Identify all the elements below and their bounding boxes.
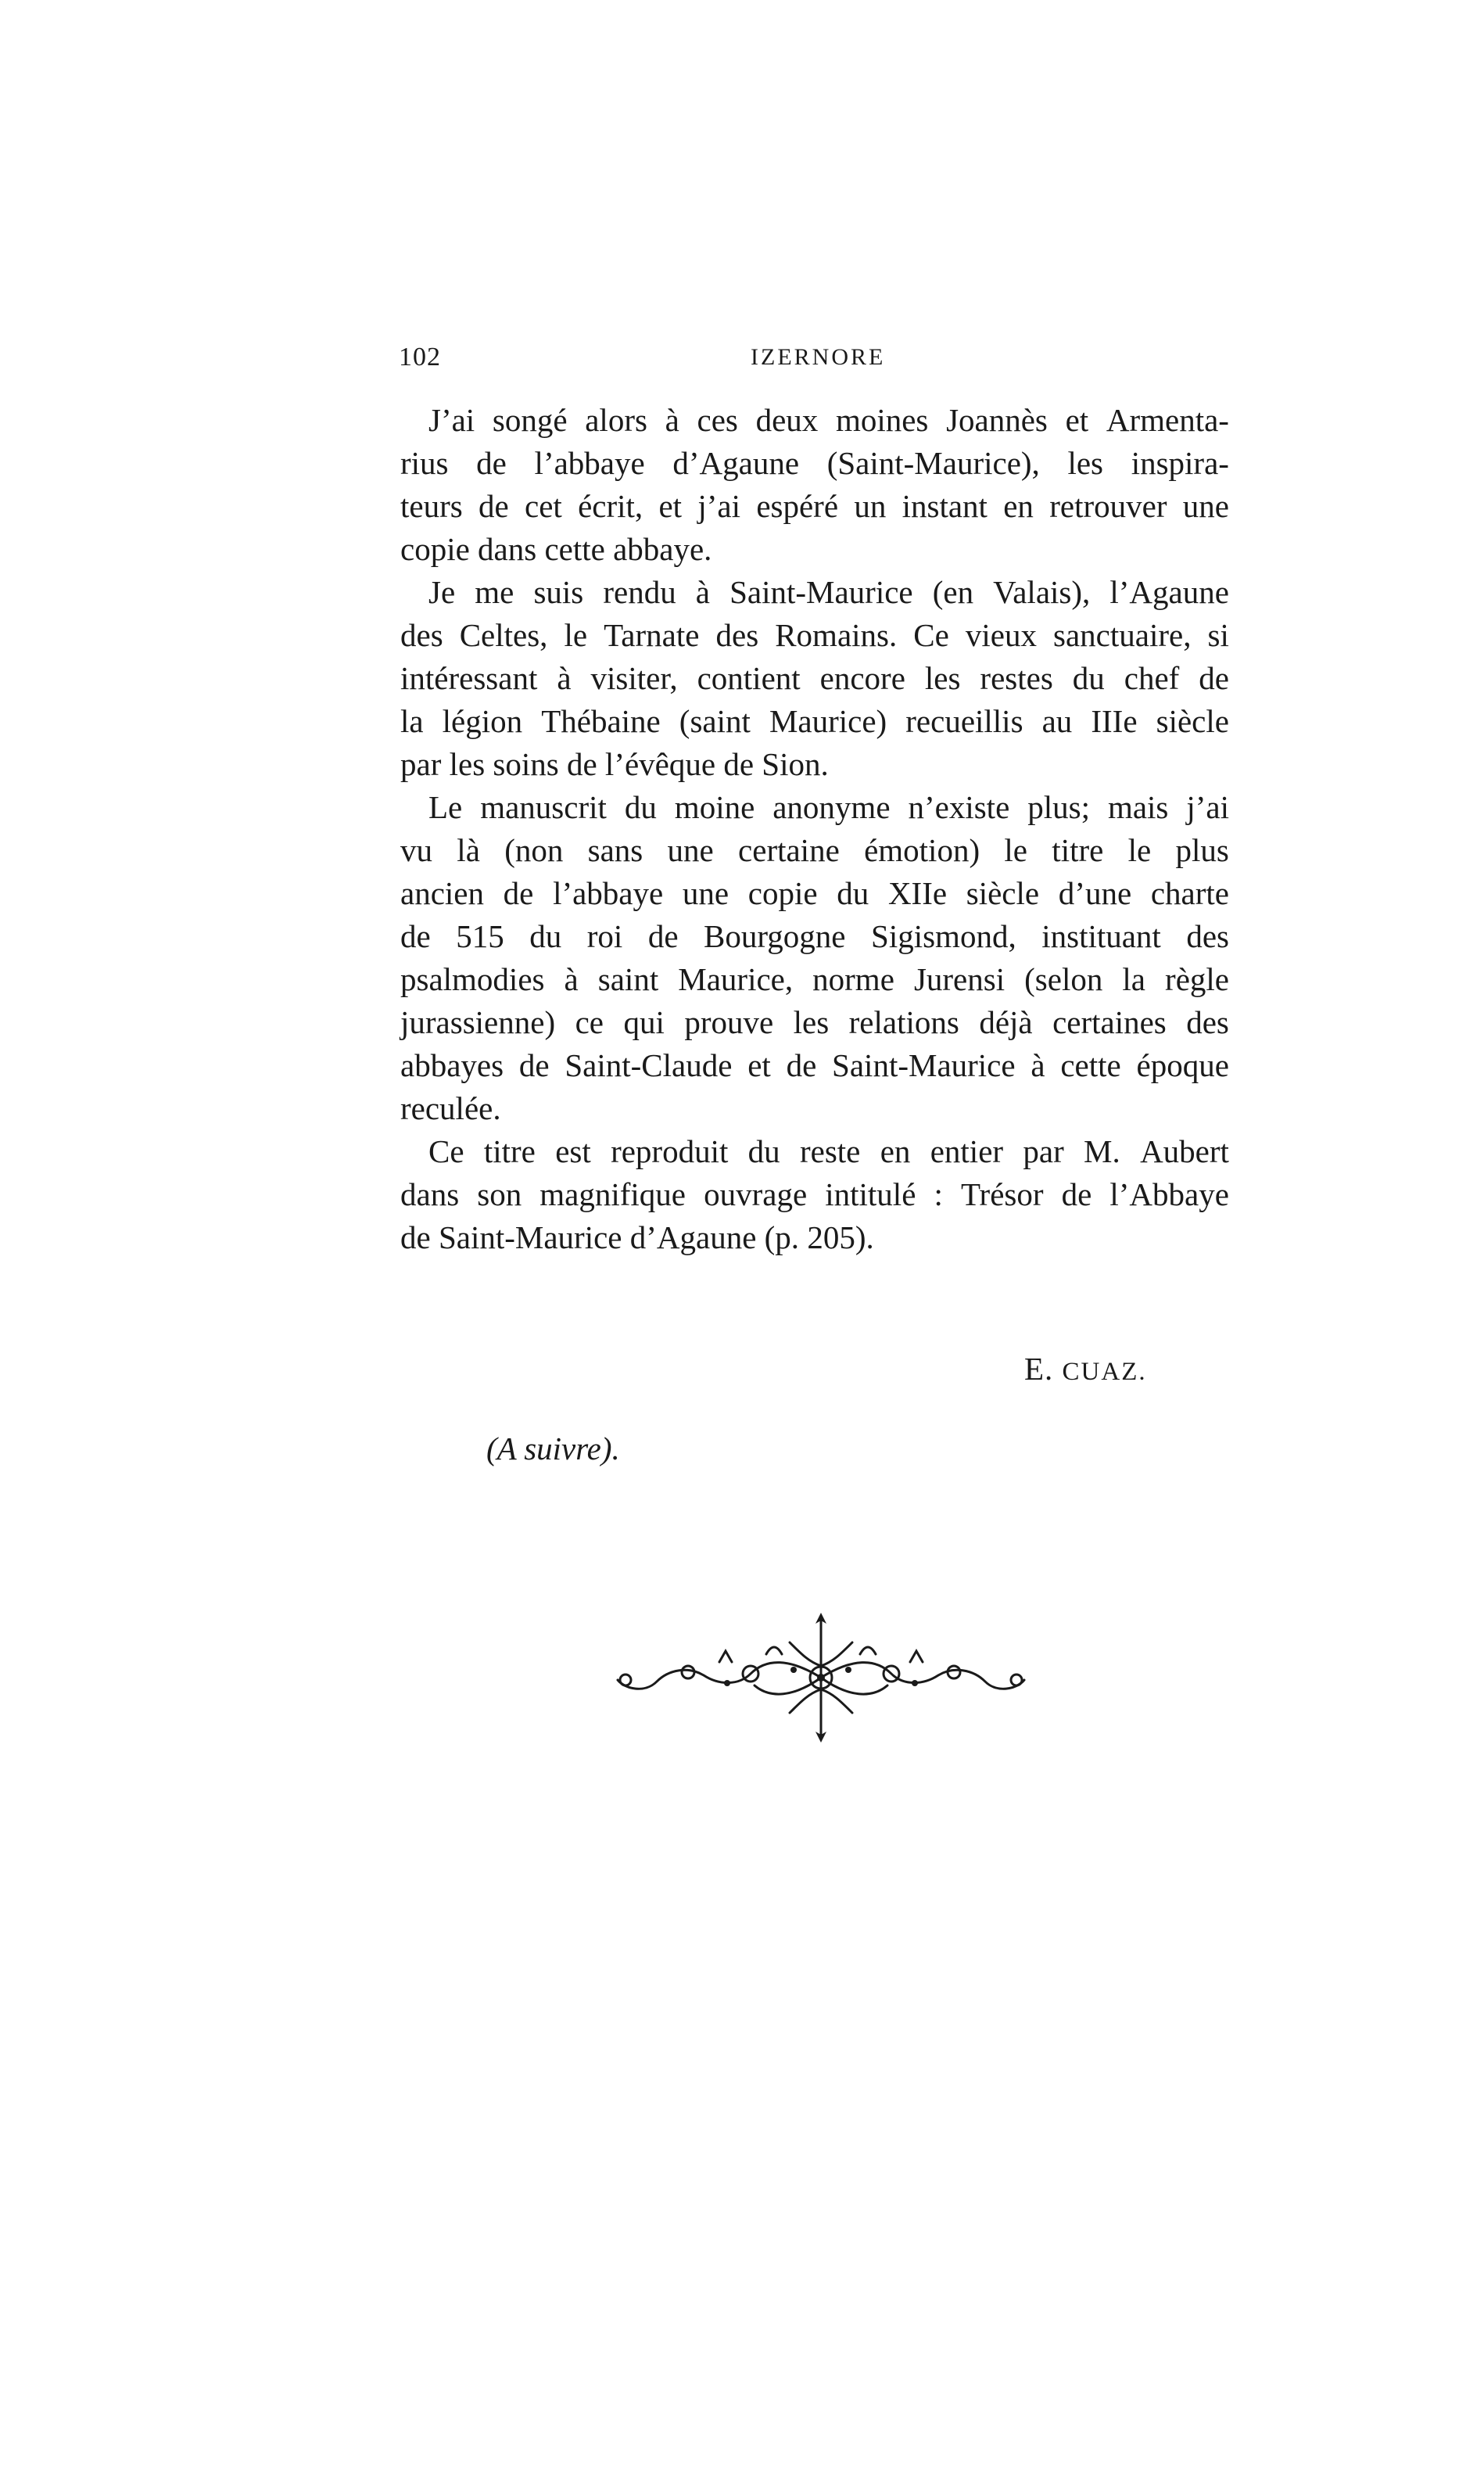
word: déjà	[979, 1004, 1033, 1040]
word: le	[1127, 832, 1152, 868]
word: Je	[428, 574, 456, 610]
text-line	[400, 1173, 1229, 1216]
to-be-continued	[486, 1430, 620, 1467]
word: n’existe	[908, 789, 1010, 825]
word: du	[747, 1133, 780, 1169]
word: me	[475, 574, 514, 610]
word: ces	[697, 402, 738, 438]
word: de	[400, 918, 431, 954]
text-line	[400, 786, 1229, 829]
word: magnifique	[539, 1176, 686, 1212]
word: d’une	[1058, 875, 1132, 911]
word: certaines	[1052, 1004, 1167, 1040]
word: anonyme	[772, 789, 891, 825]
word: J’ai	[428, 402, 475, 438]
word: à	[665, 402, 679, 438]
word: visiter,	[590, 660, 678, 696]
word: espéré	[756, 488, 839, 524]
word: la	[400, 703, 424, 739]
word: deux	[755, 402, 819, 438]
word: du	[529, 918, 562, 954]
word: jurassienne)	[400, 1004, 556, 1040]
word: (non	[504, 832, 564, 868]
word: son	[477, 1176, 522, 1212]
word: en	[1003, 488, 1034, 524]
text-line	[400, 1087, 1229, 1130]
word: écrit,	[578, 488, 643, 524]
word: d’Agaune	[629, 1219, 765, 1255]
text-line	[400, 743, 1229, 786]
word: Tarnate	[604, 617, 700, 653]
word: un	[854, 488, 887, 524]
word: XIIe	[887, 875, 948, 911]
word: Romains.	[775, 617, 898, 653]
word: Ce	[428, 1133, 464, 1169]
page-number: 102	[399, 343, 441, 372]
word: légion	[442, 703, 523, 739]
text-line	[400, 485, 1229, 528]
word: les	[793, 1004, 830, 1040]
text-line	[400, 1216, 1229, 1259]
word: là	[457, 832, 480, 868]
word: encore	[819, 660, 905, 696]
word: instituant	[1041, 918, 1161, 954]
word: les	[449, 746, 493, 782]
word: l’abbaye	[553, 875, 664, 911]
word: j’ai	[697, 488, 741, 524]
word: M.	[1084, 1133, 1120, 1169]
word: (en	[932, 574, 974, 610]
word: Joannès	[946, 402, 1048, 438]
word: prouve	[684, 1004, 774, 1040]
word: Saint-Claude	[565, 1047, 733, 1083]
word: cet	[525, 488, 562, 524]
word: époque	[1136, 1047, 1229, 1083]
signature-initial: E.	[1024, 1351, 1054, 1387]
word: une	[667, 832, 714, 868]
word: inspira-	[1131, 445, 1229, 481]
word: 205).	[807, 1219, 874, 1255]
word: (Saint-Maurice),	[826, 445, 1040, 481]
word: ouvrage	[704, 1176, 808, 1212]
word: Aubert	[1140, 1133, 1229, 1169]
article-text	[400, 399, 1229, 1259]
word: des	[715, 617, 759, 653]
signature-surname: CUAZ.	[1062, 1358, 1147, 1386]
word: ancien	[400, 875, 484, 911]
word: :	[934, 1176, 943, 1212]
word: la	[1122, 961, 1145, 997]
word: le	[564, 617, 588, 653]
word: cette	[1060, 1047, 1121, 1083]
word: de	[479, 488, 509, 524]
word: moine	[674, 789, 755, 825]
word: du	[624, 789, 657, 825]
word: Saint-Maurice	[438, 1219, 630, 1255]
word: songé	[492, 402, 568, 438]
word: Jurensi	[913, 961, 1005, 997]
word: intéressant	[400, 660, 538, 696]
word: Thébaine	[541, 703, 661, 739]
word: manuscrit	[480, 789, 607, 825]
word: Maurice)	[769, 703, 887, 739]
word: chef	[1124, 660, 1180, 696]
word: est	[555, 1133, 591, 1169]
word: une	[682, 875, 729, 911]
word: qui	[623, 1004, 665, 1040]
word: moines	[835, 402, 929, 438]
word: titre	[1052, 832, 1104, 868]
word: du	[837, 875, 869, 911]
word: titre	[483, 1133, 536, 1169]
word: (selon	[1024, 961, 1103, 997]
word: cette	[544, 531, 614, 567]
word: d’Agaune	[672, 445, 800, 481]
text-line	[400, 528, 1229, 571]
word: sans	[587, 832, 643, 868]
text-line	[400, 399, 1229, 442]
word: de	[647, 918, 679, 954]
word: alors	[585, 402, 647, 438]
word: Bourgogne	[704, 918, 846, 954]
word: (p.	[764, 1219, 808, 1255]
word: 515	[456, 918, 504, 954]
word: Valais),	[993, 574, 1091, 610]
word: à	[564, 961, 579, 997]
word: restes	[980, 660, 1053, 696]
word: reste	[799, 1133, 861, 1169]
word: les	[1067, 445, 1104, 481]
word: et	[1065, 402, 1089, 438]
word: si	[1207, 617, 1229, 653]
signature	[1024, 1350, 1147, 1387]
word: intitulé	[825, 1176, 916, 1212]
word: de	[723, 746, 762, 782]
text-line	[400, 442, 1229, 485]
word: de	[1061, 1176, 1092, 1212]
word: (saint	[679, 703, 751, 739]
word: de	[566, 746, 605, 782]
word: reculée.	[400, 1090, 501, 1126]
word: recueillis	[905, 703, 1023, 739]
word: sanctuaire,	[1053, 617, 1192, 653]
word: du	[1072, 660, 1105, 696]
word: roi	[586, 918, 623, 954]
text-line	[400, 1044, 1229, 1087]
word: au	[1041, 703, 1073, 739]
word: des	[1186, 918, 1229, 954]
word: suis	[533, 574, 584, 610]
word: contient	[697, 660, 801, 696]
word: de	[786, 1047, 817, 1083]
word: l’abbaye	[534, 445, 645, 481]
word: à	[1031, 1047, 1045, 1083]
word: Saint-Maurice	[832, 1047, 1016, 1083]
word: soins	[493, 746, 567, 782]
word: rendu	[603, 574, 676, 610]
tailpiece-ornament	[594, 1611, 1048, 1744]
word: rius	[400, 445, 449, 481]
word: abbaye.	[613, 531, 712, 567]
word: à	[557, 660, 572, 696]
word: instant	[902, 488, 988, 524]
word: reproduit	[611, 1133, 729, 1169]
word: teurs	[400, 488, 463, 524]
word: certaine	[738, 832, 840, 868]
word: copie	[747, 875, 818, 911]
word: Ce	[913, 617, 949, 653]
word: vieux	[965, 617, 1037, 653]
word: relations	[848, 1004, 959, 1040]
word: de	[518, 1047, 550, 1083]
word: les	[924, 660, 961, 696]
text-line	[400, 614, 1229, 657]
word: une	[1182, 488, 1229, 524]
word: norme	[812, 961, 894, 997]
word: de	[1199, 660, 1229, 696]
word: siècle	[1156, 703, 1229, 739]
text-line	[400, 915, 1229, 958]
word: charte	[1150, 875, 1229, 911]
word: de	[503, 875, 534, 911]
word: j’ai	[1186, 789, 1229, 825]
word: dans	[478, 531, 545, 567]
word: l’Agaune	[1109, 574, 1229, 610]
word: copie	[400, 531, 479, 567]
word: Maurice,	[678, 961, 794, 997]
word: Sigismond,	[871, 918, 1016, 954]
word: ce	[575, 1004, 604, 1040]
word: siècle	[966, 875, 1040, 911]
word: vu	[400, 832, 432, 868]
word: l’Abbaye	[1109, 1176, 1229, 1212]
word: plus;	[1027, 789, 1090, 825]
word: entier	[930, 1133, 1004, 1169]
text-line	[400, 829, 1229, 872]
continuation-note: (A suivre).	[486, 1430, 620, 1466]
word: en	[880, 1133, 911, 1169]
word: psalmodies	[400, 961, 545, 997]
text-line	[400, 657, 1229, 700]
word: saint	[597, 961, 659, 997]
word: Armenta-	[1106, 402, 1229, 438]
word: règle	[1165, 961, 1229, 997]
word: émotion)	[864, 832, 980, 868]
word: l’évêque	[604, 746, 724, 782]
word: des	[1186, 1004, 1229, 1040]
text-line	[400, 872, 1229, 915]
word: Sion.	[762, 746, 829, 782]
text-line	[400, 1130, 1229, 1173]
running-head: IZERNORE	[751, 344, 886, 370]
word: à	[695, 574, 710, 610]
word: et	[747, 1047, 771, 1083]
word: le	[1004, 832, 1027, 868]
word: par	[400, 746, 450, 782]
word: et	[658, 488, 683, 524]
word: Saint-Maurice	[729, 574, 913, 610]
word: Celtes,	[459, 617, 548, 653]
word: mais	[1107, 789, 1169, 825]
text-line	[400, 958, 1229, 1001]
text-line	[400, 700, 1229, 743]
word: retrouver	[1049, 488, 1167, 524]
word: dans	[400, 1176, 460, 1212]
word: de	[400, 1219, 439, 1255]
word: de	[476, 445, 507, 481]
text-line	[400, 1001, 1229, 1044]
word: Trésor	[960, 1176, 1044, 1212]
word: par	[1023, 1133, 1064, 1169]
word: Le	[428, 789, 463, 825]
word: plus	[1175, 832, 1229, 868]
text-line	[400, 571, 1229, 614]
word: abbayes	[400, 1047, 504, 1083]
word: IIIe	[1091, 703, 1138, 739]
word: des	[400, 617, 443, 653]
